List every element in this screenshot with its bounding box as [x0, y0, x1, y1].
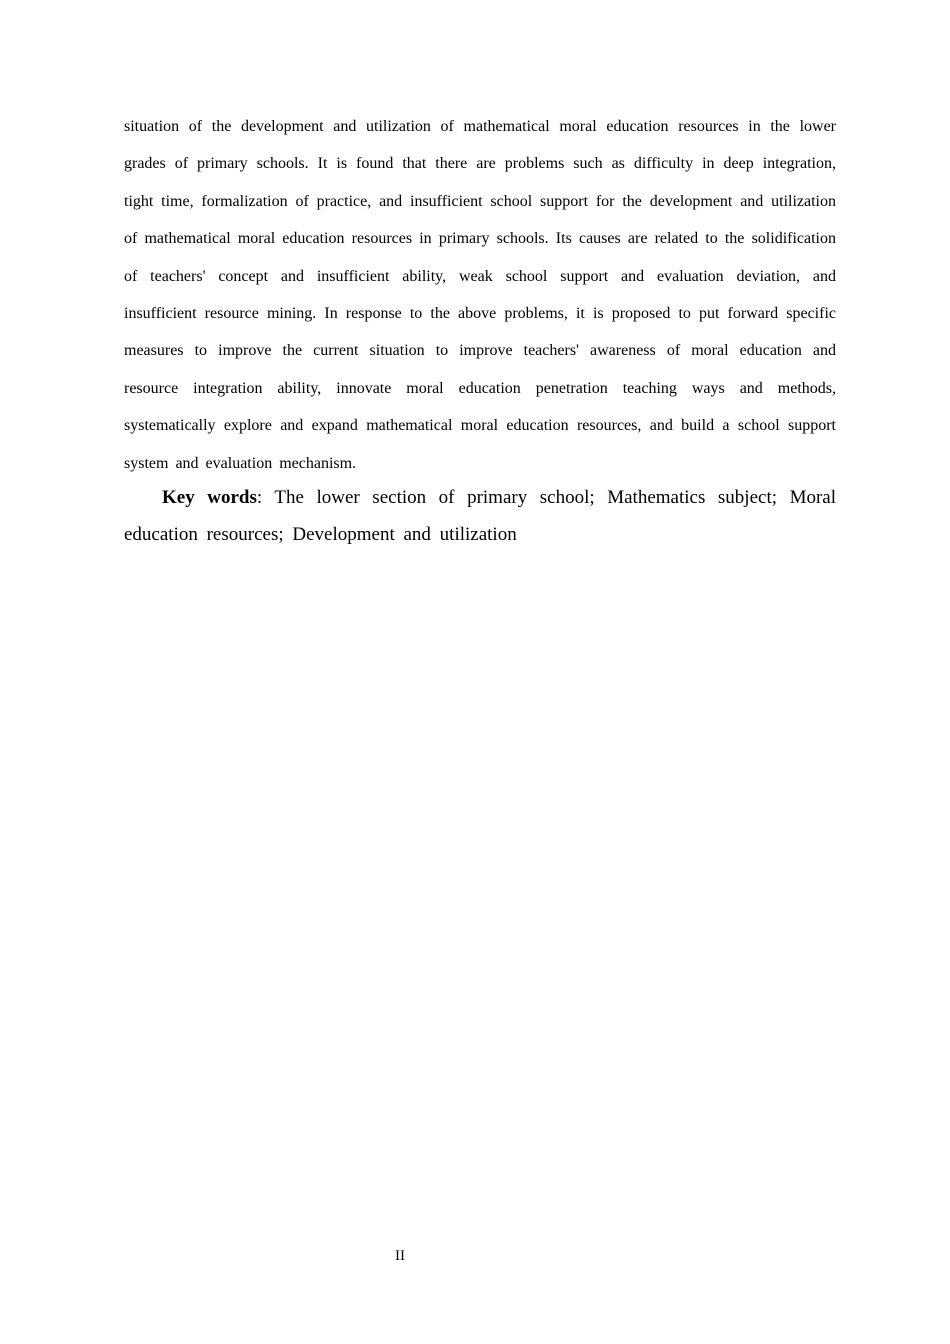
keywords-label: Key words [162, 487, 257, 508]
keywords-paragraph [124, 479, 836, 553]
abstract-paragraph: situation of the development and utilization of mathematical moral education resources in the lower grades of primary schools. It is found that there are problems such as difficulty in deep integration, tight time, formalization of practice, and insufficient school support for the development and utilization of mathematical moral education resources in primary schools. Its causes are related to the solidification of teachers' concept and insufficient ability, weak school support and evaluation deviation, and insufficient resource mining. In response to the above problems, it is proposed to put forward specific measures to improve the current situation to improve teachers' awareness of moral education and resource integration ability, innovate moral education penetration teaching ways and methods, systematically explore and expand mathematical moral education resources, and build a school support system and evaluation mechanism. [124, 118, 836, 472]
keywords-text: The lower section of primary school; Mathematics subject; Moral education resources; Development and utilization [124, 487, 837, 545]
page-number: II [395, 1248, 405, 1264]
keywords-separator: : [256, 487, 275, 508]
